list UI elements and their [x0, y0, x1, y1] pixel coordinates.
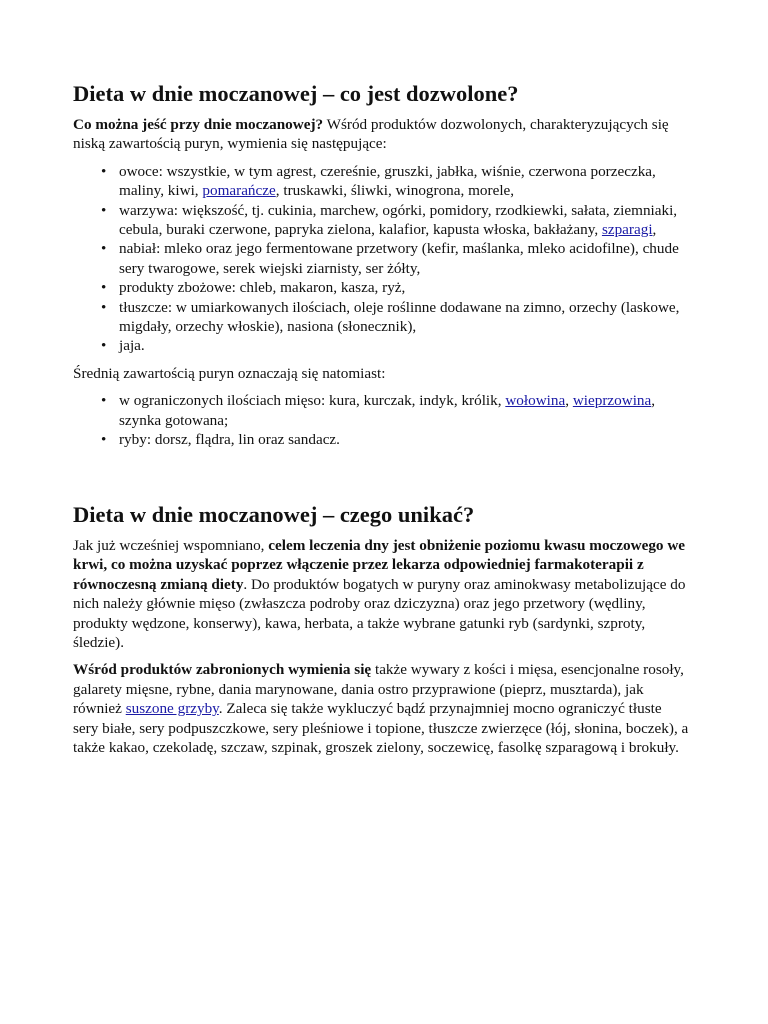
section-title-allowed: Dieta w dnie moczanowej – co jest dozwolone? — [73, 81, 519, 106]
paragraph-text: Jak już wcześniej wspomniano, — [73, 537, 269, 554]
medium-purine-paragraph: Średnią zawartością puryn oznaczają się natomiast: — [73, 364, 386, 382]
list-item-text: warzywa: większość, tj. cukinia, marchew, ogórki, pomidory, rzodkiewki, sałata, ziemniaki, cebula, buraki czerwone, papryka zielona, kalafior, kapusta włoska, bakłażany, — [119, 201, 678, 239]
forbidden-foods-paragraph — [73, 660, 689, 757]
intro-text: Wśród produktów dozwolonych, charakteryzujących się niską zawartością puryn, wymienia się następujące: — [73, 116, 669, 153]
list-item-fish: • ryby: dorsz, flądra, lin oraz sandacz. — [119, 430, 689, 449]
list-item-text: , — [565, 392, 573, 410]
link-suszone-grzyby[interactable]: suszone grzyby — [125, 700, 219, 718]
link-wolowina[interactable]: wołowina — [505, 392, 566, 410]
paragraph-emphasis: Wśród produktów zabronionych wymienia się — [73, 661, 372, 679]
list-item-vegetables — [119, 201, 689, 240]
link-wieprzowina[interactable]: wieprzowina — [572, 392, 652, 410]
list-item-text: owoce: wszystkie, w tym agrest, czereśnie, gruszki, jabłka, wiśnie, czerwona porzeczka, maliny, kiwi, — [119, 162, 656, 200]
list-item-grains: • produkty zbożowe: chleb, makaron, kasza, ryż, — [119, 278, 689, 297]
section-allowed — [73, 79, 689, 458]
link-pomarancze[interactable]: pomarańcze — [202, 182, 276, 200]
list-item-text: , truskawki, śliwki, winogrona, morele, — [275, 182, 515, 200]
paragraph-emphasis: celem leczenia dny jest obniżenie poziomu kwasu moczowego we krwi, co można uzyskać poprzez włączenie przez lekarza odpowiedniej farmakoterapii z równoczesną zmianą diety — [73, 537, 686, 593]
medium-purine-list — [73, 391, 689, 449]
paragraph-text: . Do produktów bogatych w puryny oraz aminokwasy metabolizujące do nich należy głównie mięso (zwłaszcza podroby oraz dziczyzna) oraz jego przetwory (wędliny, produkty wędzone, konserwy), kawa, herbata, a także wybrane gatunki ryb (sardynki, szproty, śledzie). — [73, 575, 686, 652]
list-item-fruits — [119, 162, 689, 201]
link-szparagi[interactable]: szparagi — [601, 221, 653, 239]
intro-paragraph — [73, 115, 689, 154]
section-avoid — [73, 500, 689, 765]
paragraph-text: . Zaleca się także wykluczyć bądź przynajmniej mocno ograniczyć tłuste sery białe, sery podpuszczkowe, sery pleśniowe i topione, tłuszcze zwierzęce (łój, słonina, boczek), a także kakao, czekoladę, szczaw, szpinak, groszek zielony, soczewicę, fasolkę szparagową i brokuły. — [73, 700, 689, 757]
list-item-eggs: • jaja. — [119, 336, 689, 355]
list-item-text: w ograniczonych ilościach mięso: kura, kurczak, indyk, królik, — [119, 392, 506, 410]
paragraph-text: także wywary z kości i mięsa, esencjonalne rosoły, galarety mięsne, rybne, dania marynowane, dania ostro przyprawione (pieprz, musztarda), jak również — [73, 661, 684, 718]
list-item-dairy: • nabiał: mleko oraz jego fermentowane przetwory (kefir, maślanka, mleko acidofilne), chude sery twarogowe, serek wiejski ziarnisty, ser żółty, — [119, 239, 689, 278]
intro-question: Co można jeść przy dnie moczanowej? — [73, 116, 324, 133]
list-item-fats: • tłuszcze: w umiarkowanych ilościach, oleje roślinne dodawane na zimno, orzechy (laskowe, migdały, orzechy włoskie), nasiona (słonecznik), — [119, 298, 689, 337]
list-item-text: , — [652, 221, 657, 239]
list-item-meat — [119, 391, 689, 430]
list-item-text: , szynka gotowana; — [119, 392, 656, 429]
allowed-foods-list — [73, 162, 689, 356]
treatment-paragraph — [73, 536, 689, 652]
section-title-avoid: Dieta w dnie moczanowej – czego unikać? — [73, 502, 475, 527]
